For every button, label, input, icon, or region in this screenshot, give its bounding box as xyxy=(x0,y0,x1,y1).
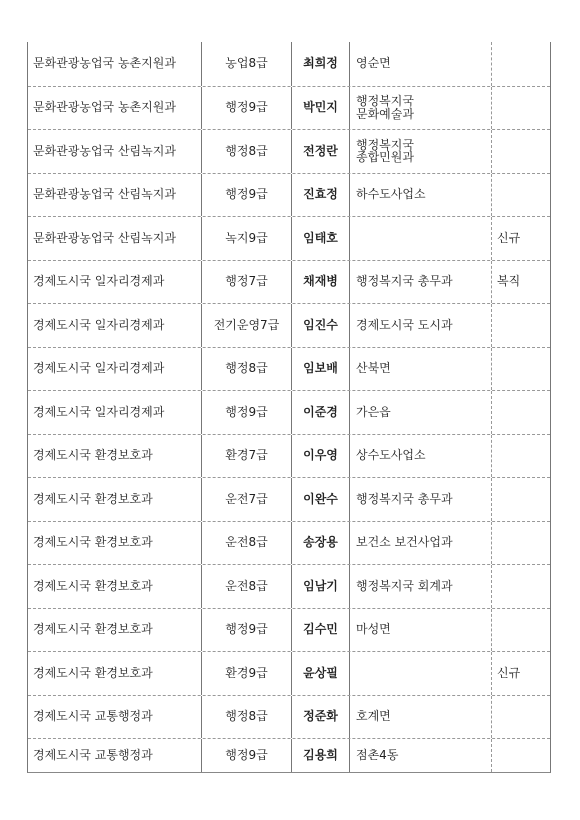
name-cell: 이준경 xyxy=(292,391,350,434)
previous-post-cell: 호계면 xyxy=(350,696,492,739)
table-row xyxy=(28,738,550,772)
previous-post-cell: 마성면 xyxy=(350,609,492,652)
note-cell xyxy=(492,348,548,391)
grade-cell: 운전8급 xyxy=(202,565,292,608)
grade-cell: 운전8급 xyxy=(202,522,292,565)
table-row xyxy=(28,564,550,608)
note-cell: 복직 xyxy=(497,274,521,289)
table-row xyxy=(28,173,550,217)
name-cell: 정준화 xyxy=(292,696,350,739)
previous-post-cell: 하수도사업소 xyxy=(350,174,492,217)
department-cell: 경제도시국 일자리경제과 xyxy=(28,304,202,347)
grade-cell: 행정8급 xyxy=(202,130,292,173)
table-row xyxy=(28,390,550,434)
previous-post-cell: 행정복지국 총무과 xyxy=(350,478,492,521)
name-cell: 임보배 xyxy=(292,348,350,391)
table-row xyxy=(28,216,550,260)
table-row xyxy=(28,86,550,130)
previous-post-cell: 상수도사업소 xyxy=(350,435,492,478)
name-cell: 박민지 xyxy=(292,87,350,130)
name-cell: 전정란 xyxy=(292,130,350,173)
note-cell xyxy=(492,478,548,521)
previous-post-cell: 점촌4동 xyxy=(350,739,492,772)
department-cell: 문화관광농업국 산림녹지과 xyxy=(28,174,202,217)
note-cell xyxy=(492,522,548,565)
previous-post-cell: 영순면 xyxy=(350,42,492,86)
name-cell: 임태호 xyxy=(292,217,350,260)
name-cell: 임진수 xyxy=(292,304,350,347)
department-cell: 경제도시국 교통행정과 xyxy=(28,696,202,739)
department-cell: 문화관광농업국 농촌지원과 xyxy=(28,87,202,130)
note-cell xyxy=(492,174,548,217)
grade-cell: 행정9급 xyxy=(202,87,292,130)
personnel-table xyxy=(27,42,551,773)
table-row xyxy=(28,347,550,391)
note-cell xyxy=(492,696,548,739)
table-row xyxy=(28,260,550,304)
note-cell xyxy=(492,609,548,652)
department-cell: 경제도시국 일자리경제과 xyxy=(28,391,202,434)
name-cell: 이완수 xyxy=(292,478,350,521)
grade-cell: 운전7급 xyxy=(202,478,292,521)
previous-post-cell: 보건소 보건사업과 xyxy=(350,522,492,565)
table-row xyxy=(28,521,550,565)
grade-cell: 행정9급 xyxy=(202,174,292,217)
department-cell: 경제도시국 환경보호과 xyxy=(28,652,202,695)
department-cell: 경제도시국 환경보호과 xyxy=(28,565,202,608)
previous-post-cell: 행정복지국 종합민원과 xyxy=(350,130,492,173)
previous-post-cell: 경제도시국 도시과 xyxy=(350,304,492,347)
note-cell xyxy=(492,42,548,86)
department-cell: 경제도시국 환경보호과 xyxy=(28,609,202,652)
department-cell: 문화관광농업국 농촌지원과 xyxy=(28,42,202,86)
table-row xyxy=(28,651,550,695)
note-cell xyxy=(492,391,548,434)
name-cell: 송장용 xyxy=(292,522,350,565)
department-cell: 경제도시국 교통행정과 xyxy=(28,739,202,772)
grade-cell: 행정9급 xyxy=(202,609,292,652)
grade-cell: 행정8급 xyxy=(202,348,292,391)
grade-cell: 환경9급 xyxy=(202,652,292,695)
department-cell: 경제도시국 환경보호과 xyxy=(28,478,202,521)
previous-post-cell: 가은읍 xyxy=(350,391,492,434)
grade-cell: 전기운영7급 xyxy=(202,304,292,347)
note-cell: 신규 xyxy=(497,230,521,245)
grade-cell: 녹지9급 xyxy=(202,217,292,260)
previous-post-cell: 행정복지국 문화예술과 xyxy=(350,87,492,130)
table-row xyxy=(28,42,550,86)
department-cell: 경제도시국 일자리경제과 xyxy=(28,261,202,304)
table-row xyxy=(28,434,550,478)
previous-post-cell xyxy=(350,652,492,695)
name-cell: 윤상필 xyxy=(292,652,350,695)
previous-post-cell xyxy=(350,217,492,260)
name-cell: 김용희 xyxy=(292,739,350,772)
previous-post-cell: 산북면 xyxy=(350,348,492,391)
name-cell: 채재병 xyxy=(292,261,350,304)
table-row xyxy=(28,477,550,521)
department-cell: 경제도시국 환경보호과 xyxy=(28,522,202,565)
previous-post-cell: 행정복지국 총무과 xyxy=(350,261,492,304)
grade-cell: 농업8급 xyxy=(202,42,292,86)
department-cell: 문화관광농업국 산림녹지과 xyxy=(28,217,202,260)
department-cell: 문화관광농업국 산림녹지과 xyxy=(28,130,202,173)
note-cell xyxy=(492,435,548,478)
note-cell xyxy=(492,304,548,347)
note-cell xyxy=(492,739,548,772)
previous-post-cell: 행정복지국 회계과 xyxy=(350,565,492,608)
table-row xyxy=(28,608,550,652)
grade-cell: 환경7급 xyxy=(202,435,292,478)
table-row xyxy=(28,303,550,347)
note-cell: 신규 xyxy=(497,665,521,680)
department-cell: 경제도시국 일자리경제과 xyxy=(28,348,202,391)
grade-cell: 행정9급 xyxy=(202,739,292,772)
note-cell xyxy=(492,130,548,173)
grade-cell: 행정7급 xyxy=(202,261,292,304)
name-cell: 이우영 xyxy=(292,435,350,478)
grade-cell: 행정9급 xyxy=(202,391,292,434)
department-cell: 경제도시국 환경보호과 xyxy=(28,435,202,478)
table-row xyxy=(28,695,550,739)
note-cell xyxy=(492,565,548,608)
name-cell: 최희정 xyxy=(292,42,350,86)
name-cell: 김수민 xyxy=(292,609,350,652)
table-row xyxy=(28,129,550,173)
grade-cell: 행정8급 xyxy=(202,696,292,739)
note-cell xyxy=(492,87,548,130)
name-cell: 임남기 xyxy=(292,565,350,608)
name-cell: 진효정 xyxy=(292,174,350,217)
